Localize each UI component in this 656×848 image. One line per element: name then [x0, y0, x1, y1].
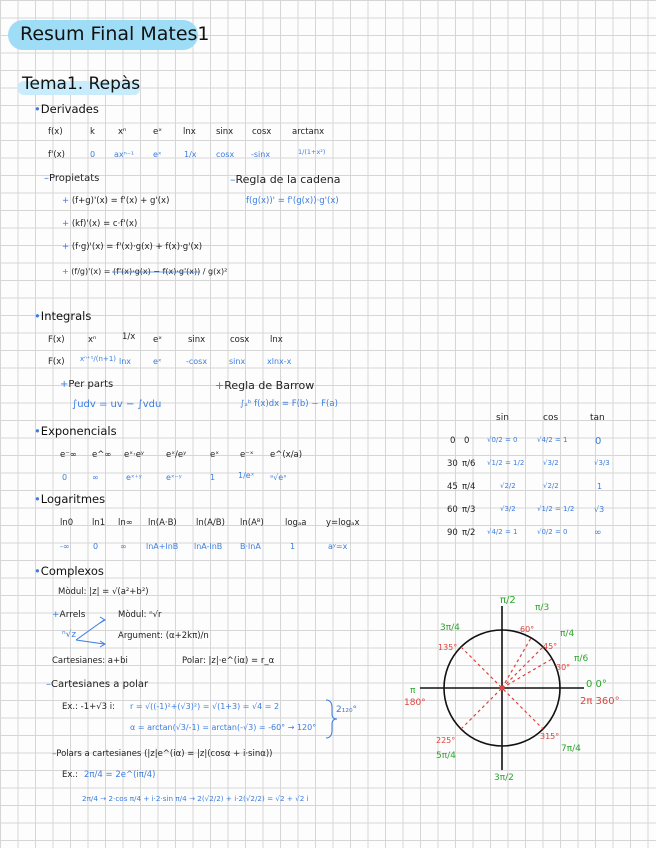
barrow-formula: ∫ₐᵇ f(x)dx = F(b) − F(a): [240, 399, 338, 409]
logaritmes-heading-text: Logaritmes: [40, 492, 106, 506]
ex2-label: Ex.:: [62, 770, 78, 780]
trig-header-tan: tan: [590, 413, 605, 423]
complexos-heading-text: Complexos: [40, 564, 104, 578]
int-Fp-0: F(x): [48, 357, 65, 367]
trig-sin-2: √2/2: [500, 482, 516, 490]
uc-top: π/2: [500, 595, 516, 606]
int-Fp-2: lnx: [119, 357, 132, 366]
log-2-7: aʸ=x: [328, 542, 348, 551]
int-Fp-6: xlnx-x: [267, 357, 292, 366]
ex1-alpha: α = arctan(√3/-1) = arctan(-√3) = -60° → 120°: [130, 723, 317, 732]
per-parts-formula: ∫udv = uv − ∫vdu: [72, 399, 162, 410]
trig-sin-0: √0/2 = 0: [487, 436, 518, 444]
ex2-line: 2π/4 → 2·cos π/4 + i·2·sin π/4 → 2(√2/2) + i·2(√2/2) = √2 + √2 i: [82, 794, 309, 803]
int-Fp-1: xⁿ⁺¹/(n+1): [80, 355, 117, 363]
log-1-6: logₐa: [285, 518, 307, 528]
der-f-7: arctanx: [292, 127, 325, 137]
uc-left-upper: 3π/4: [440, 623, 460, 633]
integrals-heading: •Integrals: [34, 309, 92, 323]
der-f-2: xⁿ: [118, 127, 127, 137]
der-fp-0: f'(x): [48, 150, 65, 160]
uc-deg-315: 315°: [540, 732, 560, 741]
regla-cadena-formula: f(g(x))' = f'(g(x))·g'(x): [246, 196, 339, 206]
exp-1-0: e⁻∞: [60, 450, 77, 460]
der-fp-4: 1/x: [184, 150, 197, 159]
complexos-modul2: Mòdul: ⁿ√r: [118, 610, 162, 620]
der-f-3: eˣ: [153, 127, 163, 137]
der-fp-2: axⁿ⁻¹: [114, 150, 135, 159]
ex1-label: Ex.: -1+√3 i:: [62, 702, 116, 712]
trig-cos-1: √3/2: [543, 459, 559, 467]
exp-2-6: ᵃ√eˣ: [270, 473, 287, 482]
log-1-5: ln(Aᴮ): [240, 518, 264, 528]
trig-deg-2: 45: [447, 482, 458, 492]
trig-rad-1: π/6: [462, 459, 476, 469]
trig-cos-4: √0/2 = 0: [537, 528, 568, 536]
uc-right: 0 0°: [586, 679, 607, 690]
regla-cadena-heading: –Regla de la cadena: [230, 173, 341, 186]
ex2-val: 2π/4 = 2e^(iπ/4): [84, 770, 156, 780]
der-f-4: lnx: [183, 127, 196, 137]
exp-1-6: e^(x/a): [270, 450, 303, 460]
trig-sin-3: √3/2: [500, 505, 516, 513]
trig-tan-1: √3/3: [594, 459, 610, 467]
der-f-5: sinx: [216, 127, 234, 137]
cart-polar-heading: –Cartesianes a polar: [46, 679, 149, 690]
int-F-2: 1/x: [122, 332, 136, 342]
trig-deg-4: 90: [447, 528, 458, 538]
int-F-6: lnx: [270, 335, 283, 345]
trig-sin-1: √1/2 = 1/2: [487, 459, 525, 467]
trig-cos-2: √2/2: [543, 482, 559, 490]
trig-deg-1: 30: [447, 459, 458, 469]
der-f-6: cosx: [252, 127, 272, 137]
barrow-text: Regla de Barrow: [224, 379, 315, 392]
regla-cadena-text: Regla de la cadena: [235, 173, 341, 186]
polar-cart-text: Polars a cartesianes (|z|e^(iα) = |z|(cosα + i·sinα)): [56, 749, 273, 759]
trig-tan-4: ∞: [594, 528, 602, 538]
exp-2-1: ∞: [92, 473, 99, 482]
derivades-heading-text: Derivades: [40, 102, 99, 116]
exp-1-3: eˣ/eʸ: [166, 450, 187, 460]
arrels-text: Arrels: [59, 610, 86, 620]
prop-product-text: (f·g)'(x) = f'(x)·g(x) + f(x)·g'(x): [71, 242, 203, 252]
ex1-result: 2₁₂₀°: [336, 705, 358, 715]
log-1-1: ln1: [92, 518, 106, 528]
log-1-0: ln0: [60, 518, 74, 528]
derivades-heading: •Derivades: [34, 102, 99, 116]
exp-1-2: eˣ·eʸ: [124, 450, 145, 460]
log-1-3: ln(A·B): [148, 518, 177, 528]
uc-deg-135: 135°: [438, 643, 458, 652]
log-2-3: lnA+lnB: [146, 542, 179, 551]
exp-2-0: 0: [62, 473, 68, 482]
trig-rad-0: 0: [464, 436, 470, 446]
uc-bottom: 3π/2: [494, 773, 514, 783]
log-1-7: y=logₐx: [326, 518, 360, 528]
prop-product: + (f·g)'(x) = f'(x)·g(x) + f(x)·g'(x): [62, 242, 203, 252]
exp-2-4: 1: [210, 473, 216, 482]
trig-tan-3: √3: [594, 505, 605, 514]
exp-1-1: e^∞: [92, 450, 112, 460]
propietats-heading: –Propietats: [44, 173, 100, 184]
log-2-0: -∞: [60, 542, 70, 551]
integrals-heading-text: Integrals: [40, 309, 92, 323]
complexos-arrels: +Arrels: [52, 610, 86, 620]
int-F-5: cosx: [230, 335, 250, 345]
uc-deg-180: 180°: [404, 698, 426, 708]
der-fp-1: 0: [90, 150, 96, 159]
der-f-1: k: [90, 127, 95, 137]
int-Fp-5: sinx: [229, 357, 246, 366]
log-2-2: ∞: [120, 542, 127, 551]
prop-quotient: + (f/g)'(x) = (f'(x)·g(x) − f(x)·g'(x)) / g(x)²: [62, 267, 228, 276]
log-2-6: 1: [290, 542, 296, 551]
uc-right-mid: π/4: [560, 629, 575, 639]
int-F-3: eˣ: [153, 335, 163, 345]
uc-top-right: π/3: [535, 603, 550, 613]
propietats-text: Propietats: [49, 173, 100, 184]
int-F-1: xⁿ: [88, 335, 97, 345]
page-title: Resum Final Mates1: [20, 23, 210, 45]
complexos-polar: Polar: |z|·e^(iα) = r_α: [182, 656, 275, 666]
prop-sum: + (f+g)'(x) = f'(x) + g'(x): [62, 196, 170, 206]
log-2-5: B·lnA: [240, 542, 261, 551]
exp-1-4: eˣ: [210, 450, 220, 460]
polar-cart-heading: –Polars a cartesianes (|z|e^(iα) = |z|(cosα + i·sinα)): [52, 749, 273, 759]
log-2-1: 0: [93, 542, 99, 551]
uc-deg-360: 2π 360°: [580, 696, 620, 707]
uc-deg-30: 30°: [556, 663, 571, 672]
uc-right-upper: π/6: [574, 654, 589, 664]
der-f-0: f(x): [48, 127, 63, 137]
uc-left: π: [410, 686, 416, 696]
uc-bottom-right: 7π/4: [561, 744, 581, 754]
prop-scalar-text: (kf)'(x) = c·f'(x): [71, 219, 138, 229]
trig-cos-0: √4/2 = 1: [537, 436, 568, 444]
trig-tan-0: 0: [595, 436, 602, 447]
logaritmes-heading: •Logaritmes: [34, 492, 106, 506]
ex1-r: r = √((-1)²+(√3)²) = √(1+3) = √4 = 2: [130, 702, 280, 711]
prop-sum-text: (f+g)'(x) = f'(x) + g'(x): [71, 196, 170, 206]
int-F-0: F(x): [48, 335, 65, 345]
prop-quotient-text: (f/g)'(x) = (f'(x)·g(x) − f(x)·g'(x)) / g(x)²: [71, 267, 228, 276]
exp-2-3: eˣ⁻ʸ: [166, 473, 182, 482]
der-fp-6: -sinx: [251, 150, 271, 159]
complexos-argument: Argument: (α+2kπ)/n: [118, 631, 209, 641]
der-fp-7: 1/(1+x²): [298, 148, 326, 156]
barrow-heading: +Regla de Barrow: [215, 379, 315, 392]
der-fp-3: eˣ: [153, 150, 162, 159]
complexos-heading: •Complexos: [34, 564, 104, 578]
trig-rad-2: π/4: [462, 482, 476, 492]
cart-polar-text: Cartesianes a polar: [51, 679, 149, 690]
log-1-4: ln(A/B): [196, 518, 225, 528]
exponencials-heading: •Exponencials: [34, 424, 117, 438]
tema-heading: Tema1. Repàs: [22, 74, 141, 94]
uc-deg-60: 60°: [520, 625, 535, 634]
trig-header-cos: cos: [543, 413, 559, 423]
trig-rad-4: π/2: [462, 528, 476, 538]
int-Fp-4: -cosx: [186, 357, 208, 366]
prop-scalar: + (kf)'(x) = c·f'(x): [62, 219, 138, 229]
exponencials-heading-text: Exponencials: [40, 424, 117, 438]
trig-sin-4: √4/2 = 1: [487, 528, 518, 536]
trig-tan-2: 1: [597, 482, 603, 491]
exp-2-2: eˣ⁺ʸ: [126, 473, 142, 482]
trig-cos-3: √1/2 = 1/2: [537, 505, 575, 513]
uc-deg-225: 225°: [436, 736, 456, 745]
trig-rad-3: π/3: [462, 505, 476, 515]
uc-deg-45: 45°: [543, 642, 558, 651]
per-parts-text: Per parts: [68, 379, 114, 390]
int-F-4: sinx: [188, 335, 206, 345]
log-2-4: lnA-lnB: [194, 542, 223, 551]
complexos-modul: Mòdul: |z| = √(a²+b²): [58, 587, 149, 597]
exp-1-5: e⁻ˣ: [240, 450, 254, 460]
complexos-cartesianes: Cartesianes: a+bi: [52, 656, 128, 666]
der-fp-5: cosx: [216, 150, 235, 159]
uc-bottom-left: 5π/4: [436, 751, 456, 761]
complexos-root: ⁿ√z: [62, 630, 77, 640]
int-Fp-3: eˣ: [153, 357, 162, 366]
trig-header-sin: sin: [496, 413, 509, 423]
per-parts-heading: +Per parts: [60, 379, 114, 390]
exp-2-5: 1/eˣ: [238, 471, 255, 480]
trig-deg-0: 0: [450, 436, 456, 446]
log-1-2: ln∞: [118, 518, 133, 528]
trig-deg-3: 60: [447, 505, 458, 515]
